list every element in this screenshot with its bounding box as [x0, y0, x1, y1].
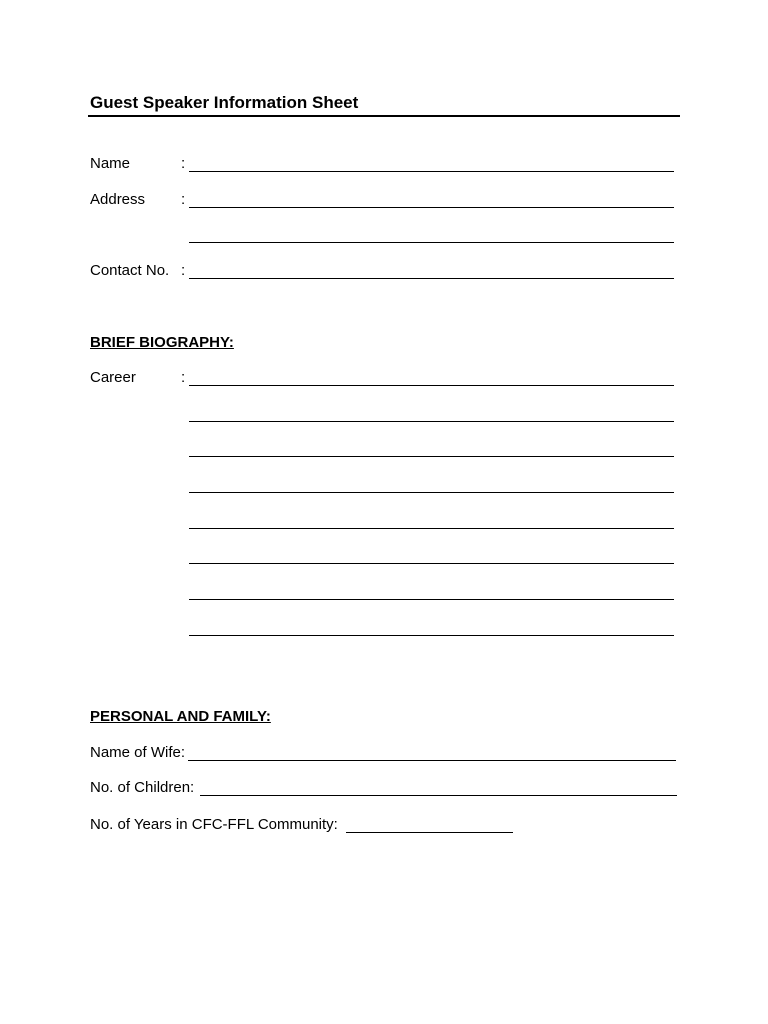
career-blank-line-6[interactable]: [189, 563, 674, 564]
form-title: Guest Speaker Information Sheet: [90, 93, 359, 112]
career-blank-line-3[interactable]: [189, 456, 674, 457]
name-label: Name: [90, 155, 131, 172]
address-label: Address: [90, 191, 146, 208]
title-underline: [88, 115, 680, 117]
children-count-blank-line[interactable]: [200, 795, 677, 796]
career-blank-line-4[interactable]: [189, 492, 674, 493]
career-blank-line-7[interactable]: [189, 599, 674, 600]
contact-number-colon: :: [181, 262, 186, 279]
address-blank-line-1[interactable]: [189, 207, 674, 208]
contact-number-blank-line[interactable]: [189, 278, 674, 279]
career-label: Career: [90, 369, 136, 386]
career-blank-line-8[interactable]: [189, 635, 674, 636]
address-blank-line-2[interactable]: [189, 242, 674, 243]
name-colon: :: [181, 155, 186, 172]
wife-name-label: Name of Wife:: [90, 744, 186, 761]
family-heading: PERSONAL AND FAMILY:: [90, 708, 271, 725]
address-colon: :: [181, 191, 186, 208]
community-years-blank-line[interactable]: [346, 832, 513, 833]
career-blank-line-2[interactable]: [189, 421, 674, 422]
career-colon: :: [181, 369, 186, 386]
children-count-label: No. of Children:: [90, 779, 195, 796]
biography-heading: BRIEF BIOGRAPHY:: [90, 334, 234, 351]
wife-name-blank-line[interactable]: [188, 760, 676, 761]
name-blank-line[interactable]: [189, 171, 674, 172]
contact-number-label: Contact No.: [90, 262, 170, 279]
career-blank-line-5[interactable]: [189, 528, 674, 529]
career-blank-line-1[interactable]: [189, 385, 674, 386]
community-years-label: No. of Years in CFC-FFL Community:: [90, 816, 338, 833]
